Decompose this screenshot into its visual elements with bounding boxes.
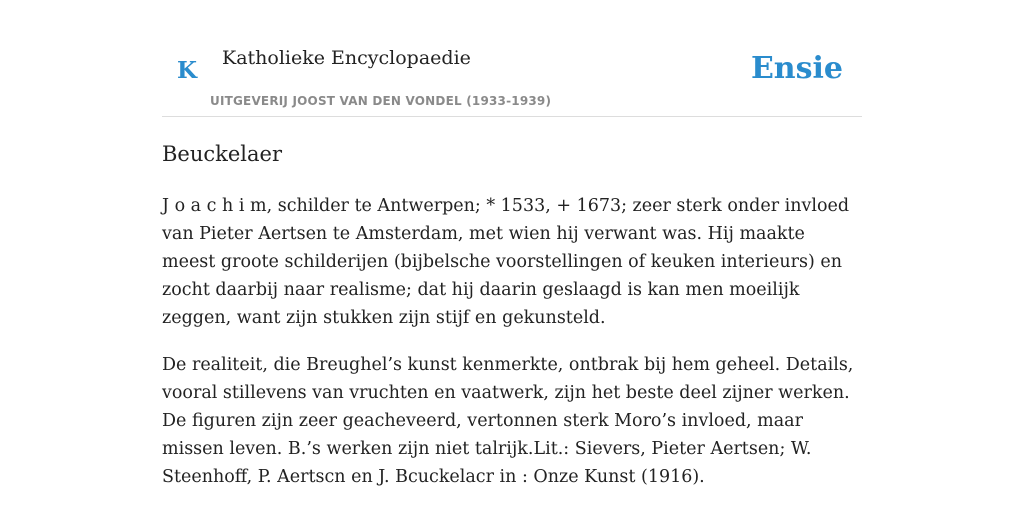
article-paragraph-1: J o a c h i m, schilder te Antwerpen; * 1533, + 1673; zeer sterk onder invloed van Pieter Aertsen te Amsterdam, met wien hij verwant was. Hij maakte meest groote schilderijen (bijbelsche voorstellingen of keuken interieurs) en zocht daarbij naar realisme; dat hij daarin geslaagd is kan men moeilijk zeggen, want zijn stukken zijn stijf en gekunsteld. [162,196,850,328]
brand-logo-link[interactable]: Ensie [750,51,843,86]
article-paragraph-2: De realiteit, die Breughel’s kunst kenmerkte, ontbrak bij hem geheel. Details, vooral stillevens van vruchten en vaatwerk, zijn het beste deel zijner werken. De figuren zijn zeer geacheveerd, vertonnen sterk Moro’s invloed, maar missen leven. B.’s werken zijn niet talrijk.Lit.: Sievers, Pieter Aertsen; W. Steenhoff, P. Aertscn en J. Bcuckelacr in : Onze Kunst (1916). [162,355,854,487]
site-title-link[interactable]: Katholieke Encyclopaedie [222,47,471,69]
article-title: Beuckelaer [162,142,283,166]
article-body [162,140,862,491]
site-header [162,0,862,117]
site-logo-icon[interactable]: K [177,57,197,84]
publisher-subtitle: UITGEVERIJ JOOST VAN DEN VONDEL (1933-1939) [210,94,552,108]
